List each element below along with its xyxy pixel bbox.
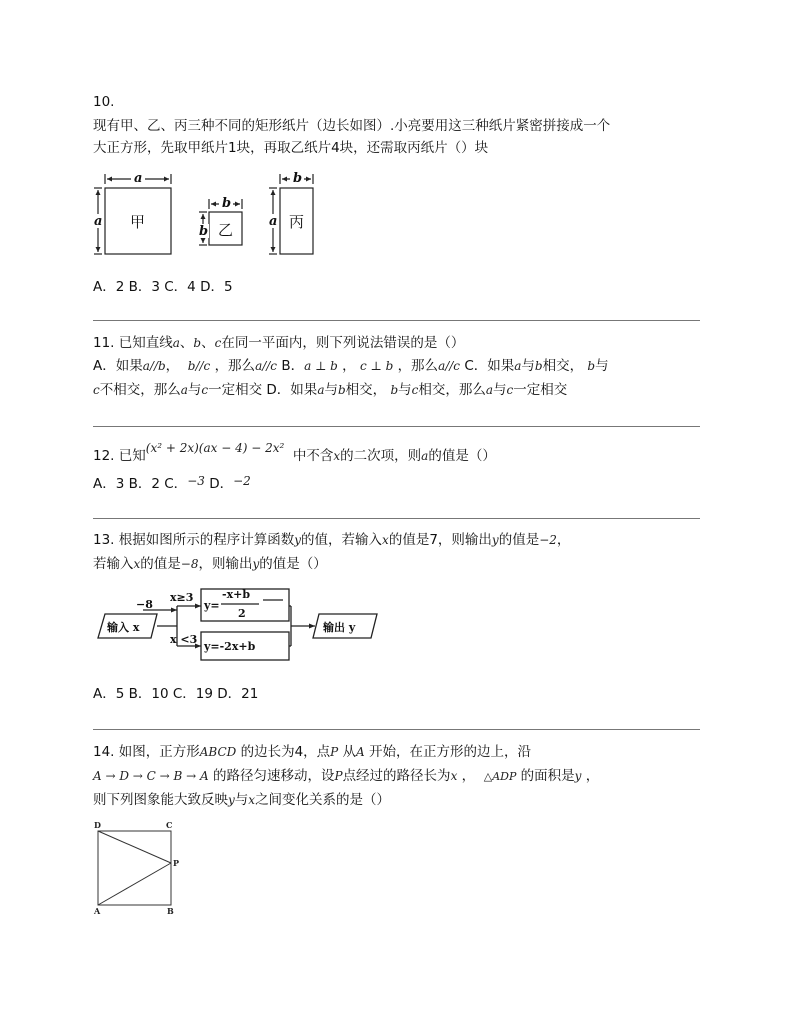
- point-p-label: P: [173, 858, 180, 868]
- q13-stem-line2: [93, 552, 327, 572]
- divider: [93, 729, 700, 730]
- var-a: a: [172, 336, 180, 350]
- var-b: b: [534, 359, 543, 373]
- formula-top-lhs: y=: [204, 599, 220, 612]
- q13-text: 13. 根据如图所示的程序计算函数: [93, 532, 295, 548]
- square-abcd: ABCD: [199, 745, 237, 759]
- segment-dp: [98, 831, 171, 863]
- q13-options: A．5 B．10 C．19 D．21: [93, 686, 259, 702]
- var-p: P: [330, 745, 339, 759]
- var-y: y: [228, 793, 235, 807]
- var-a: a: [421, 449, 429, 463]
- vertex-c-label: C: [166, 820, 173, 830]
- condition-bottom: x <3: [170, 633, 198, 646]
- q14-text: 从: [342, 744, 357, 760]
- q11-text: 一定相交: [513, 382, 568, 398]
- var-y: y: [252, 557, 260, 571]
- q10-stem-line1: 现有甲、乙、丙三种不同的矩形纸片（边长如图）.小亮要用这三种纸片紧密拼接成一个: [93, 118, 611, 134]
- q12-text: 的二次项，则: [340, 448, 422, 464]
- var-a: A: [356, 745, 365, 759]
- vertex-a-label: A: [94, 906, 101, 916]
- q11-text: 在同一平面内，则下列说法错误的是（）: [221, 335, 465, 351]
- var-a: a: [180, 383, 188, 397]
- q11-text: 与: [398, 382, 412, 398]
- q11-text: ，那么: [214, 358, 256, 374]
- q11-text: 与: [595, 358, 609, 374]
- q11-options-line1: [93, 354, 609, 374]
- formula-top-numerator: -x+b: [222, 588, 251, 601]
- q11-text: A．如果: [93, 358, 143, 374]
- var-a: a: [317, 383, 325, 397]
- var-a: a: [485, 383, 494, 397]
- triangle-adp: △ADP: [483, 770, 517, 783]
- q13-value: −8: [180, 557, 199, 571]
- math-b-parallel-c: b//c: [187, 359, 211, 373]
- q10-options: A．2 B．3 C．4 D．5: [93, 279, 233, 295]
- math-a-parallel-c: a//c: [255, 359, 278, 373]
- q11-text: 相交，: [345, 382, 387, 398]
- path-sequence: A → D → C → B → A: [93, 769, 209, 783]
- q11-text: C．如果: [464, 358, 515, 374]
- var-a: a: [514, 359, 522, 373]
- q12-option-c-value: −3: [187, 474, 205, 488]
- q13-text: 的值是: [140, 556, 181, 572]
- bing-name: 丙: [289, 213, 305, 231]
- q14-stem-line3: [93, 788, 390, 808]
- q13-text: 若输入: [93, 556, 134, 572]
- input-label: 输入 x: [107, 621, 140, 634]
- q11-text: 不相交，那么: [99, 382, 181, 398]
- math-c-perp-b: c ⊥ b: [359, 359, 394, 373]
- var-x: x: [450, 769, 458, 783]
- q11-text: ，: [165, 358, 180, 374]
- q12-text: 12. 已知: [93, 448, 146, 464]
- q13-text: 的值是7，则输出: [388, 532, 492, 548]
- q14-text: 的面积是: [520, 768, 575, 784]
- q14-text: 的边长为4，点: [240, 744, 331, 760]
- divider: [93, 518, 700, 519]
- q14-text: 点经过的路径长为: [342, 768, 451, 784]
- var-b: b: [390, 383, 399, 397]
- var-y: y: [294, 533, 302, 547]
- formula-top-denominator: 2: [238, 607, 246, 620]
- q14-square-figure: [90, 818, 190, 918]
- q13-value: −2: [539, 533, 557, 547]
- q12-options: [93, 472, 251, 492]
- q11-text: 与: [493, 382, 507, 398]
- yi-side-label: b: [199, 224, 209, 239]
- formula-bottom: y=-2x+b: [204, 640, 256, 653]
- output-label: 输出 y: [323, 621, 356, 634]
- q11-text: ，: [342, 358, 356, 374]
- math-a-parallel-b: a//b: [142, 359, 166, 373]
- bing-side-label: a: [269, 214, 278, 229]
- var-x: x: [248, 793, 256, 807]
- jia-top-label: a: [134, 171, 143, 186]
- var-x: x: [133, 557, 141, 571]
- var-x: x: [333, 449, 341, 463]
- q14-text: 与: [234, 792, 249, 808]
- q11-text: ，那么: [397, 358, 439, 374]
- q13-stem-line1: [93, 528, 570, 548]
- var-b: b: [587, 359, 596, 373]
- jia-side-label: a: [94, 214, 103, 229]
- q12-text: A．3 B．2 C．: [93, 476, 188, 492]
- q11-text: 相交，: [542, 358, 584, 374]
- input-value: −8: [136, 598, 153, 611]
- condition-top: x≥3: [170, 591, 194, 604]
- vertex-d-label: D: [94, 820, 101, 830]
- q14-stem-line2: [93, 764, 599, 784]
- jia-name: 甲: [130, 213, 146, 231]
- segment-ap: [98, 863, 171, 905]
- q11-stem: [93, 331, 464, 351]
- q12-expression: (x² + 2x)(ax − 4) − 2x²: [145, 441, 285, 455]
- q13-text: ，: [556, 532, 571, 548]
- var-c: c: [411, 383, 419, 397]
- var-c: c: [93, 383, 100, 397]
- q11-text: 、: [201, 335, 215, 351]
- q11-options-line2: [93, 378, 567, 398]
- q14-stem-line1: [93, 740, 531, 760]
- bing-top-label: b: [293, 171, 303, 186]
- q12-stem: [93, 441, 496, 464]
- q11-text: 、: [179, 335, 194, 351]
- math-a-perp-b: a ⊥ b: [304, 359, 338, 373]
- var-x: x: [382, 533, 389, 547]
- q14-text: 之间变化关系的是（）: [255, 792, 391, 808]
- var-y: y: [491, 533, 499, 547]
- q11-text: 与: [521, 358, 535, 374]
- q11-text: B．: [281, 358, 305, 374]
- var-c: c: [214, 336, 222, 350]
- divider: [93, 320, 700, 321]
- q13-text: 的值，若输入: [301, 532, 383, 548]
- yi-top-label: b: [222, 196, 232, 211]
- q12-text: 的值是（）: [428, 448, 496, 464]
- var-c: c: [506, 383, 514, 397]
- q14-text: 的路径匀速移动，设: [212, 768, 335, 784]
- q14-text: 14. 如图，正方形: [93, 744, 200, 760]
- q13-text: 的值是: [498, 532, 540, 548]
- var-c: c: [201, 383, 209, 397]
- vertex-b-label: B: [167, 906, 174, 916]
- q12-text: 中不含: [292, 448, 334, 464]
- square-outline: [98, 831, 171, 905]
- q12-text: D．: [209, 476, 234, 492]
- q11-text: 一定相交 D．如果: [208, 382, 318, 398]
- q14-text: ，: [585, 768, 600, 784]
- yi-name: 乙: [218, 221, 234, 239]
- var-p: P: [334, 769, 343, 783]
- q14-text: 则下列图象能大致反映: [93, 792, 228, 808]
- q10-figure: [93, 168, 333, 260]
- q11-text: 相交，那么: [418, 382, 486, 398]
- var-y: y: [574, 769, 582, 783]
- q13-flowchart: [93, 584, 393, 670]
- q14-text: ，: [461, 768, 476, 784]
- q11-text: 与: [187, 382, 202, 398]
- q13-text: ，则输出: [198, 556, 253, 572]
- q10-number: 10.: [93, 94, 115, 110]
- var-b: b: [337, 383, 346, 397]
- q12-option-d-value: −2: [233, 474, 251, 488]
- var-b: b: [193, 336, 202, 350]
- q10-stem-line2: 大正方形，先取甲纸片1块，再取乙纸片4块，还需取丙纸片（）块: [93, 140, 489, 156]
- q11-text: 11. 已知直线: [93, 335, 173, 351]
- q14-text: 开始，在正方形的边上，沿: [369, 744, 532, 760]
- q11-text: 与: [324, 382, 338, 398]
- math-a-parallel-c: a//c: [438, 359, 461, 373]
- q13-text: 的值是（）: [259, 556, 327, 572]
- divider: [93, 426, 700, 427]
